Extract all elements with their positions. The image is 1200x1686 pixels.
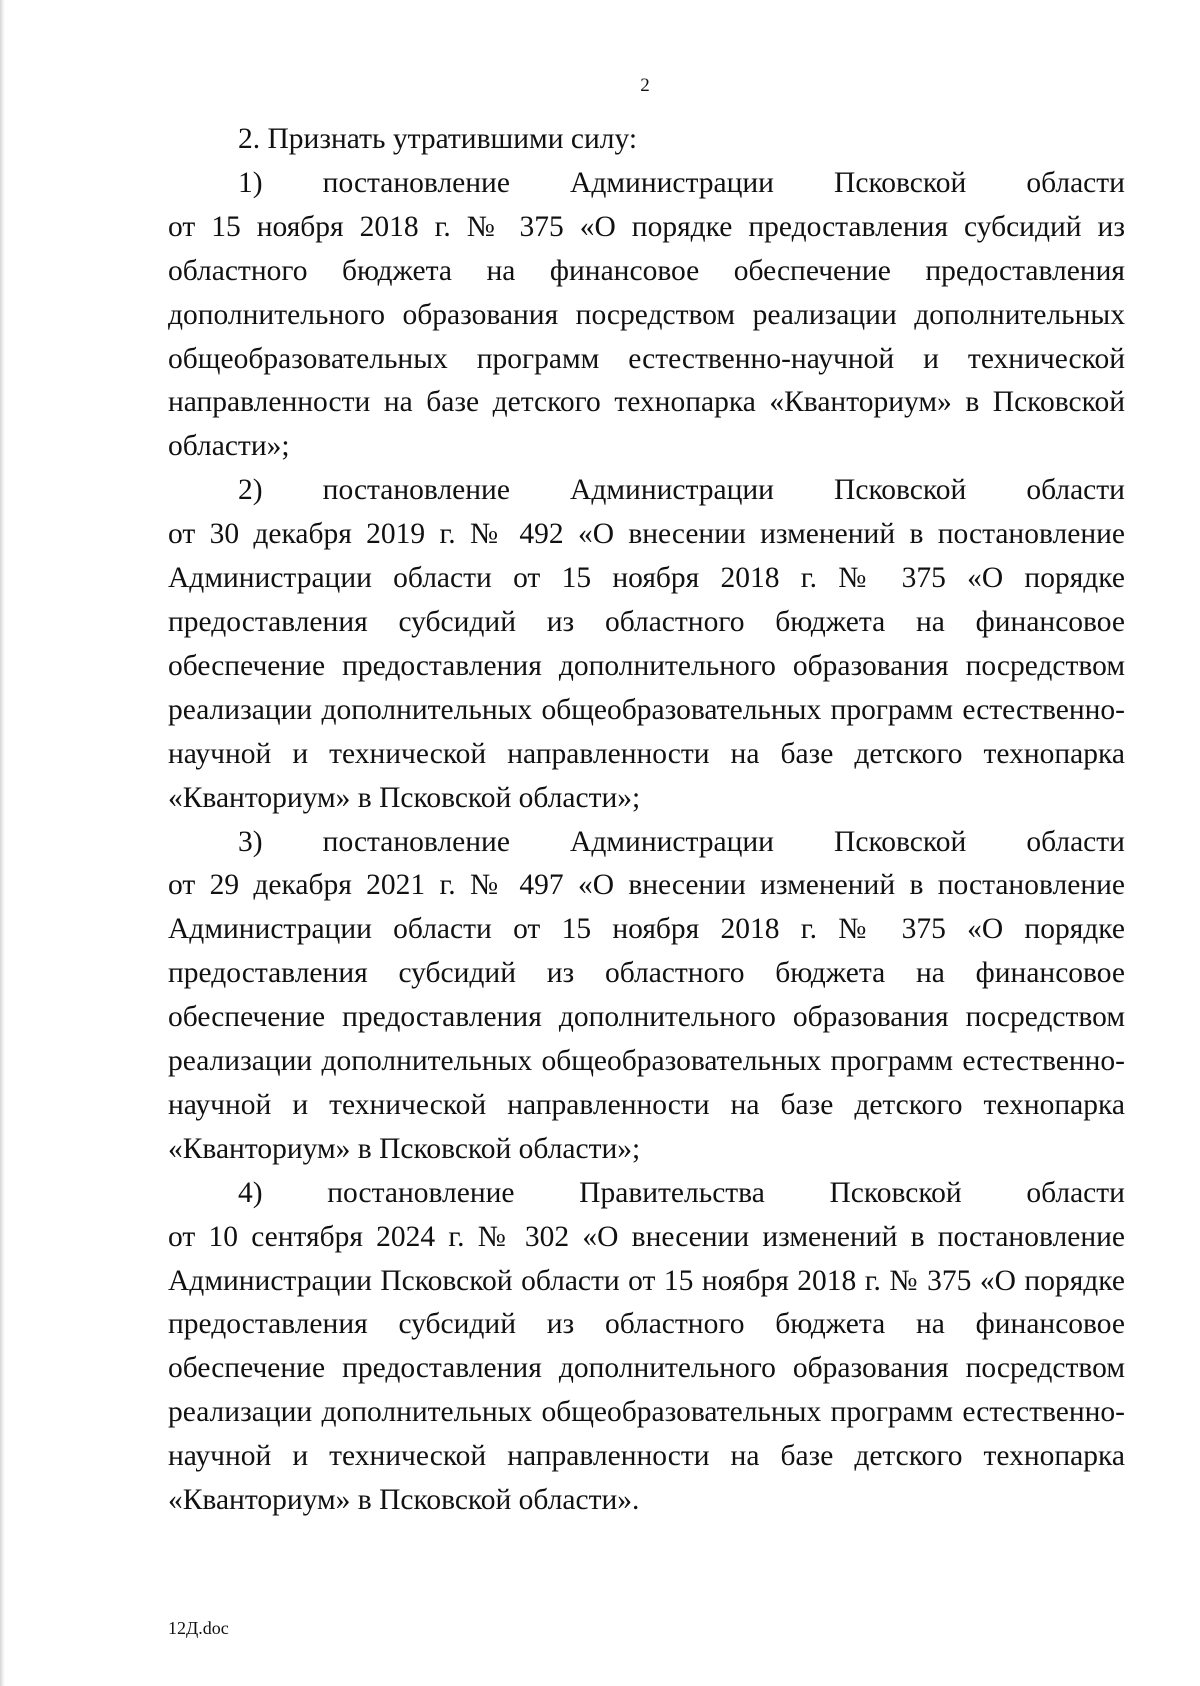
item-number: 2) [238, 474, 263, 507]
repealed-item-1 [168, 162, 1125, 469]
item-body: от 10 сентября 2024 г. № 302 «О внесении изменений в постановление Администрации Псковской области от 15 ноября 2018 г. № 375 «О порядке предоставления субсидий из областного бюджета на финансовое обеспечение предоставления дополнительного образования посредством реализации дополнительных общеобразовательных программ естественно-научной и технической направленности на базе детского технопарка «Кванториум» в Псковской области». [168, 1220, 1125, 1517]
item-word: Псковской [834, 474, 967, 507]
item-word: постановление [327, 1176, 515, 1209]
page-number: 2 [640, 75, 650, 96]
item-head [238, 821, 1125, 865]
item-word: Псковской [834, 166, 967, 199]
repealed-item-4 [168, 1172, 1125, 1523]
item-number: 4) [238, 1176, 263, 1209]
repealed-item-2 [168, 469, 1125, 820]
item-head [238, 469, 1125, 513]
intro-paragraph: 2. Признать утратившими силу: [238, 123, 638, 155]
item-word: области [1026, 825, 1125, 858]
item-word: постановление [322, 825, 510, 858]
item-word: области [1026, 166, 1125, 199]
item-word: постановление [322, 166, 510, 199]
item-body: от 30 декабря 2019 г. № 492 «О внесении изменений в постановление Администрации области от 15 ноября 2018 г. № 375 «О порядке предоставления субсидий из областного бюджета на финансовое обеспечение предоставления дополнительного образования посредством реализации дополнительных общеобразовательных программ естественно-научной и технической направленности на базе детского технопарка «Кванториум» в Псковской области»; [168, 518, 1125, 814]
item-body: от 15 ноября 2018 г. № 375 «О порядке предоставления субсидий из областного бюджета на финансовое обеспечение предоставления дополнительного образования посредством реализации дополнительных общеобразовательных программ естественно-научной и технической направленности на базе детского технопарка «Кванториум» в Псковской области»; [168, 210, 1125, 463]
item-head [238, 1172, 1125, 1216]
item-number: 3) [238, 825, 263, 858]
item-word: области [1026, 1176, 1125, 1209]
item-word: Администрации [570, 825, 774, 858]
item-word: Правительства [579, 1176, 765, 1209]
item-word: Администрации [570, 166, 774, 199]
footer-filename: 12Д.doc [168, 1618, 229, 1638]
item-word: области [1026, 474, 1125, 507]
item-head [238, 162, 1125, 206]
item-word: Администрации [570, 474, 774, 507]
document-body [168, 118, 1125, 1523]
item-word: постановление [322, 474, 510, 507]
item-number: 1) [238, 166, 263, 199]
scan-edge [0, 0, 5, 1686]
item-body: от 29 декабря 2021 г. № 497 «О внесении изменений в постановление Администрации области от 15 ноября 2018 г. № 375 «О порядке предоставления субсидий из областного бюджета на финансовое обеспечение предоставления дополнительного образования посредством реализации дополнительных общеобразовательных программ естественно-научной и технической направленности на базе детского технопарка «Кванториум» в Псковской области»; [168, 869, 1125, 1165]
repealed-item-3 [168, 821, 1125, 1172]
item-word: Псковской [834, 825, 967, 858]
item-word: Псковской [829, 1176, 962, 1209]
